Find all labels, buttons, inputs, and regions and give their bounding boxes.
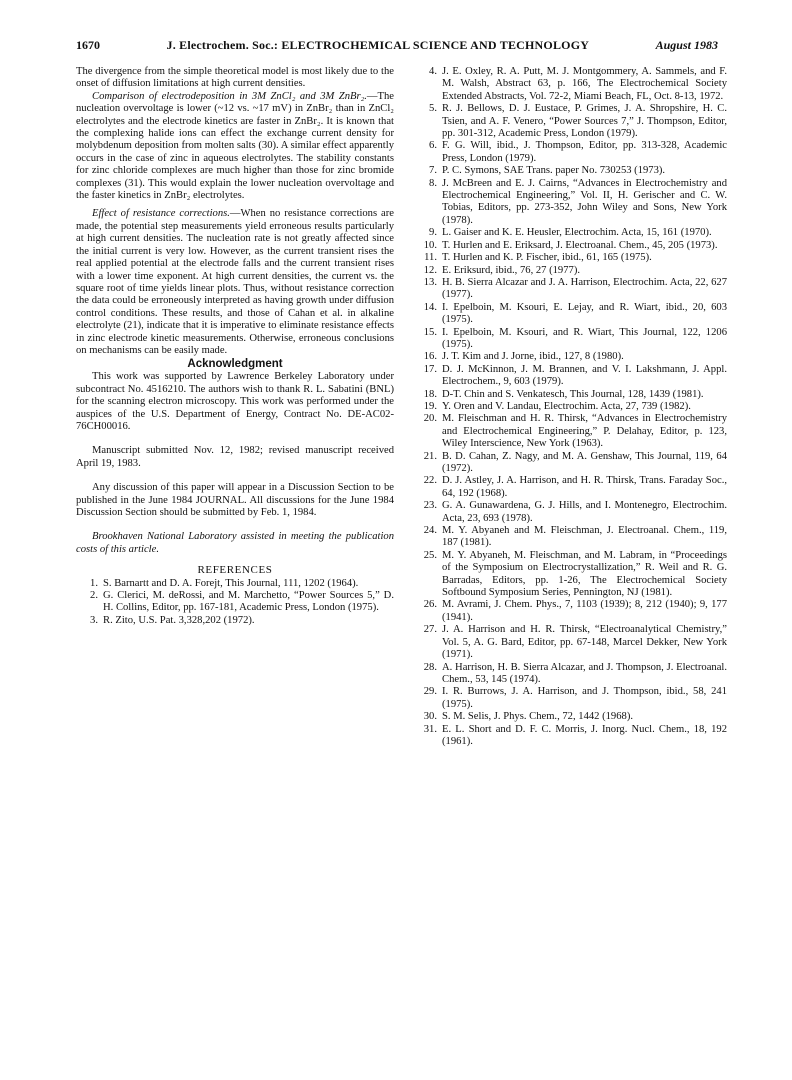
reference-item xyxy=(415,302,727,327)
left-column xyxy=(76,66,394,627)
references-heading: REFERENCES xyxy=(197,564,273,577)
reference-number: 10. xyxy=(423,239,437,251)
reference-number: 12. xyxy=(423,264,437,276)
reference-text: M. Y. Abyaneh, M. Fleischman, and M. Labram, in “Proceedings of the Symposium on Electrocrystallization,” R. Weil and R. G. Barradas, Editors, pp. 1-26, The Electrochemical Society Softbound Symposium Series, Pennington, NJ (1981). xyxy=(442,549,727,599)
reference-text: M. Avrami, J. Chem. Phys., 7, 1103 (1939); 8, 212 (1940); 9, 177 (1941). xyxy=(442,599,727,623)
reference-number: 20. xyxy=(423,413,437,425)
discussion-note: Any discussion of this paper will appear in a Discussion Section to be published in the June 1984 JOURNAL. All discussions for the June 1984 Discussion Section should be submitted by Feb. 1, 1984. xyxy=(76,482,394,518)
publication-costs-note: Brookhaven National Laboratory assisted in meeting the publication costs of this article. xyxy=(76,531,394,555)
reference-number: 22. xyxy=(423,475,437,487)
reference-text: F. G. Will, ibid., J. Thompson, Editor, pp. 313-328, Academic Press, London (1979). xyxy=(442,140,727,164)
reference-item xyxy=(415,662,727,687)
reference-item xyxy=(76,615,394,627)
paragraph-comparison xyxy=(76,91,394,203)
reference-text: T. Hurlen and K. P. Fischer, ibid., 61, 165 (1975). xyxy=(442,252,652,264)
spacer xyxy=(76,433,394,445)
reference-item xyxy=(415,599,727,624)
spacer xyxy=(76,519,394,531)
running-header xyxy=(76,38,718,56)
reference-number: 3. xyxy=(90,614,98,626)
issue-date: August 1983 xyxy=(655,38,718,52)
reference-list-left xyxy=(76,578,394,628)
page-number: 1670 xyxy=(76,38,100,52)
reference-number: 29. xyxy=(423,686,437,698)
resistance-heading: Effect of resistance corrections. xyxy=(92,208,230,220)
reference-item xyxy=(415,103,727,140)
reference-item xyxy=(415,550,727,600)
reference-text: S. Barnartt and D. A. Forejt, This Journal, 111, 1202 (1964). xyxy=(103,577,359,589)
reference-text: E. Eriksurd, ibid., 76, 27 (1977). xyxy=(442,264,580,276)
reference-number: 15. xyxy=(423,326,437,338)
spacer xyxy=(76,556,394,562)
reference-number: 28. xyxy=(423,661,437,673)
reference-item xyxy=(415,686,727,711)
reference-text: L. Gaiser and K. E. Heusler, Electrochim. Acta, 15, 161 (1970). xyxy=(442,227,712,239)
reference-text: R. J. Bellows, D. J. Eustace, P. Grimes, J. A. Shropshire, H. C. Tsien, and A. F. Venero, “Power Sources 7,” J. Thompson, Editor, pp. 301-312, Academic Press, London (1979). xyxy=(442,103,727,140)
reference-text: J. E. Oxley, R. A. Putt, M. J. Montgommery, A. Sammels, and F. M. Walsh, Abstract 63, p. 166, The Electrochemical Society Extended Abstracts, Vol. 72-2, Miami Beach, FL, Oct. 8-13, 1972. xyxy=(442,66,727,102)
journal-title: J. Electrochem. Soc.: ELECTROCHEMICAL SCIENCE AND TECHNOLOGY xyxy=(166,38,590,52)
paragraph-divergence: The divergence from the simple theoretical model is most likely due to the onset of diffusion limitations at high current densities. xyxy=(76,66,394,90)
reference-text: I. Epelboin, M. Ksouri, and R. Wiart, This Journal, 122, 1206 (1975). xyxy=(442,326,727,350)
reference-item xyxy=(415,265,727,277)
resistance-body: —When no resistance corrections are made, the potential step measurements yield erroneous results particularly at high current densities. The nucleation rate is not greatly affected since the initial current is very low. However, as the current transient rises the real applied potential at the electrode falls and the current transient rises with a lower time exponent. At high current densities, the current vs. the square root of time yields linear plots. Thus, without resistance correction the data could be erroneously interpreted as having growth under diffusion control conditions. These results, and those of Cahan et al. in alkaline electrolyte (21), indicate that it is imperative to eliminate resistance effects in zinc electrode kinetic measurements. Otherwise, erroneous conclusions on mechanisms can be easily made. xyxy=(76,208,394,356)
reference-number: 23. xyxy=(423,500,437,512)
reference-item xyxy=(415,165,727,177)
reference-number: 7. xyxy=(429,165,437,177)
reference-number: 11. xyxy=(424,252,437,264)
reference-text: A. Harrison, H. B. Sierra Alcazar, and J. Thompson, J. Electroanal. Chem., 53, 145 (1974). xyxy=(442,661,727,685)
reference-item xyxy=(415,240,727,252)
reference-number: 4. xyxy=(429,66,437,77)
reference-text: J. McBreen and E. J. Cairns, “Advances in Electrochemistry and Electrochemical Engineering,” Vol. II, H. Gerischer and C. W. Tobias, Editors, pp. 273-352, John Wiley and Sons, New York (1978). xyxy=(442,177,727,226)
acknowledgment-text: This work was supported by Lawrence Berkeley Laboratory under subcontract No. 4516210. The authors wish to thank R. L. Sabatini (BNL) for the scanning electron microscopy. This work was performed under the auspices of the U.S. Department of Energy, Contract No. DE-AC02-76CH00016. xyxy=(76,371,394,432)
reference-item xyxy=(415,364,727,389)
reference-item xyxy=(415,140,727,165)
reference-item xyxy=(415,252,727,264)
reference-number: 8. xyxy=(429,177,437,189)
comparison-heading: Comparison of electrodeposition in 3M ZnCl₂ and 3M ZnBr₂. xyxy=(92,90,367,102)
reference-item xyxy=(415,327,727,352)
reference-number: 5. xyxy=(429,103,437,115)
spacer xyxy=(76,470,394,482)
right-column xyxy=(415,66,727,748)
reference-number: 24. xyxy=(423,525,437,537)
reference-item xyxy=(415,500,727,525)
reference-item xyxy=(415,711,727,723)
reference-text: E. L. Short and D. F. C. Morris, J. Inorg. Nucl. Chem., 18, 192 (1961). xyxy=(442,723,727,747)
reference-text: M. Y. Abyaneh and M. Fleischman, J. Electroanal. Chem., 119, 187 (1981). xyxy=(442,525,727,549)
reference-item xyxy=(415,724,727,749)
reference-number: 17. xyxy=(423,363,437,375)
reference-number: 26. xyxy=(423,599,437,611)
reference-number: 21. xyxy=(423,450,437,462)
acknowledgment-heading: Acknowledgment xyxy=(187,358,283,371)
reference-text: S. M. Selis, J. Phys. Chem., 72, 1442 (1968). xyxy=(442,711,633,723)
reference-number: 1. xyxy=(90,577,98,589)
reference-text: D-T. Chin and S. Venkatesch, This Journal, 128, 1439 (1981). xyxy=(442,388,704,400)
reference-item xyxy=(76,590,394,615)
reference-item xyxy=(415,66,727,103)
reference-item xyxy=(415,277,727,302)
reference-number: 14. xyxy=(423,301,437,313)
reference-text: G. Clerici, M. deRossi, and M. Marchetto, “Power Sources 5,” D. H. Collins, Editor, pp. 167-181, Academic Press, London (1975). xyxy=(103,590,394,614)
reference-item xyxy=(415,227,727,239)
reference-number: 9. xyxy=(429,227,437,239)
reference-item xyxy=(415,413,727,450)
reference-text: M. Fleischman and H. R. Thirsk, “Advances in Electrochemistry and Electrochemical Engineering,” P. Delahay, Editor, p. 123, Wiley Interscience, New York (1963). xyxy=(442,413,727,450)
reference-text: J. A. Harrison and H. R. Thirsk, “Electroanalytical Chemistry,” Vol. 5, A. G. Bard, Editor, pp. 67-148, Marcel Dekker, New York (1971). xyxy=(442,624,727,661)
reference-number: 13. xyxy=(423,276,437,288)
reference-text: J. T. Kim and J. Jorne, ibid., 127, 8 (1980). xyxy=(442,351,624,363)
reference-text: G. A. Gunawardena, G. J. Hills, and I. Montenegro, Electrochim. Acta, 23, 693 (1978). xyxy=(442,500,727,524)
reference-text: P. C. Symons, SAE Trans. paper No. 730253 (1973). xyxy=(442,165,666,177)
reference-text: T. Hurlen and E. Eriksard, J. Electroanal. Chem., 45, 205 (1973). xyxy=(442,239,718,251)
reference-text: H. B. Sierra Alcazar and J. A. Harrison, Electrochim. Acta, 22, 627 (1977). xyxy=(442,276,727,301)
reference-item xyxy=(415,401,727,413)
reference-number: 30. xyxy=(423,711,437,723)
reference-number: 19. xyxy=(423,400,437,412)
paragraph-resistance xyxy=(76,208,394,357)
reference-text: D. J. Astley, J. A. Harrison, and H. R. Thirsk, Trans. Faraday Soc., 64, 192 (1968). xyxy=(442,475,727,499)
reference-text: R. Zito, U.S. Pat. 3,328,202 (1972). xyxy=(103,614,255,626)
reference-item xyxy=(415,624,727,661)
reference-number: 25. xyxy=(423,549,437,561)
reference-list-right xyxy=(415,66,727,748)
reference-text: B. D. Cahan, Z. Nagy, and M. A. Genshaw, This Journal, 119, 64 (1972). xyxy=(442,450,727,474)
reference-number: 18. xyxy=(423,388,437,400)
reference-item xyxy=(76,578,394,590)
reference-text: I. Epelboin, M. Ksouri, E. Lejay, and R. Wiart, ibid., 20, 603 (1975). xyxy=(442,301,727,326)
reference-item xyxy=(415,525,727,550)
manuscript-dates: Manuscript submitted Nov. 12, 1982; revised manuscript received April 19, 1983. xyxy=(76,445,394,469)
reference-number: 2. xyxy=(90,590,98,602)
reference-text: D. J. McKinnon, J. M. Brannen, and V. I. Lakshmann, J. Appl. Electrochem., 9, 603 (1979). xyxy=(442,363,727,388)
reference-item xyxy=(415,451,727,476)
reference-number: 31. xyxy=(423,723,437,735)
reference-text: I. R. Burrows, J. A. Harrison, and J. Thompson, ibid., 58, 241 (1975). xyxy=(442,686,727,710)
reference-item xyxy=(415,389,727,401)
reference-text: Y. Oren and V. Landau, Electrochim. Acta, 27, 739 (1982). xyxy=(442,400,691,412)
comparison-body: —The nucleation overvoltage is lower (~12 vs. ~17 mV) in ZnBr₂ than in ZnCl₂ electrolytes and the electrode kinetics are faster in ZnBr₂. It is known that the complexing halide ions can effect the exchange current density for molybdenum deposition from molten salts (30). A similar effect apparently occurs in the case of zinc in aqueous electrolytes. The stability constants for zinc chloride complexes are much higher than those for zinc bromide complexes (31). This would explain the lower nucleation overvoltage and the faster kinetics in ZnBr₂ electrolytes. xyxy=(76,90,394,202)
reference-number: 6. xyxy=(429,140,437,152)
reference-number: 27. xyxy=(423,624,437,636)
reference-item xyxy=(415,351,727,363)
reference-item xyxy=(415,178,727,228)
reference-item xyxy=(415,475,727,500)
reference-number: 16. xyxy=(423,351,437,363)
